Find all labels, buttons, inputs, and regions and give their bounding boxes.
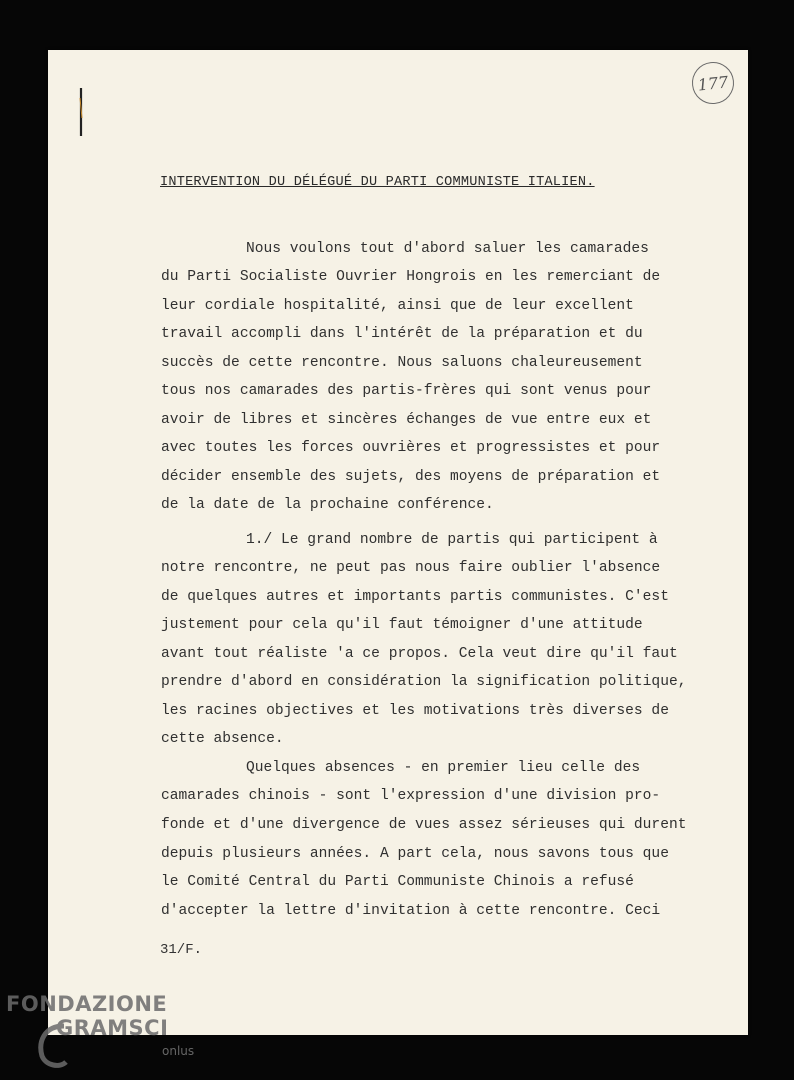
text-line: de la date de la prochaine conférence.	[161, 497, 494, 513]
text-line: le Comité Central du Parti Communiste Chinois a refusé	[161, 874, 634, 890]
text-line: Quelques absences - en premier lieu celle des	[246, 760, 641, 776]
text-line: avec toutes les forces ouvrières et progressistes et pour	[161, 440, 661, 456]
page-code: 31/F.	[160, 942, 203, 958]
watermark-suffix: onlus	[162, 1044, 195, 1058]
text-line: justement pour cela qu'il faut témoigner d'une attitude	[161, 617, 643, 633]
text-line: succès de cette rencontre. Nous saluons chaleureusement	[161, 355, 643, 371]
text-line: d'accepter la lettre d'invitation à cette rencontre. Ceci	[161, 903, 661, 919]
text-line: Nous voulons tout d'abord saluer les camarades	[246, 241, 649, 257]
text-line: depuis plusieurs années. A part cela, nous savons tous que	[161, 846, 669, 862]
text-line: avant tout réaliste 'a ce propos. Cela veut dire qu'il faut	[161, 646, 678, 662]
text-line: cette absence.	[161, 731, 284, 747]
text-line: du Parti Socialiste Ouvrier Hongrois en les remerciant de	[161, 269, 661, 285]
text-line: camarades chinois - sont l'expression d'une division pro-	[161, 788, 661, 804]
text-line: décider ensemble des sujets, des moyens de préparation et	[161, 469, 661, 485]
text-line: prendre d'abord en considération la signification politique,	[161, 674, 687, 690]
text-line: leur cordiale hospitalité, ainsi que de leur excellent	[161, 298, 634, 314]
text-line: fonde et d'une divergence de vues assez sérieuses qui durent	[161, 817, 687, 833]
archive-number-stamp: 177	[690, 60, 736, 106]
text-line: 1./ Le grand nombre de partis qui participent à	[246, 532, 658, 548]
text-line: notre rencontre, ne peut pas nous faire oublier l'absence	[161, 560, 661, 576]
text-line: les racines objectives et les motivations très diverses de	[161, 703, 669, 719]
document-title: INTERVENTION DU DÉLÉGUÉ DU PARTI COMMUNISTE ITALIEN.	[160, 175, 595, 190]
pencil-mark-icon	[79, 88, 83, 138]
text-line: travail accompli dans l'intérêt de la préparation et du	[161, 326, 643, 342]
watermark-line1: FONDAZIONE	[6, 992, 168, 1016]
watermark-line2: GRAMSCI	[56, 1016, 169, 1040]
text-line: de quelques autres et importants partis communistes. C'est	[161, 589, 669, 605]
text-line: tous nos camarades des partis-frères qui sont venus pour	[161, 383, 652, 399]
text-line: avoir de libres et sincères échanges de vue entre eux et	[161, 412, 652, 428]
fondazione-gramsci-watermark	[6, 992, 195, 1058]
